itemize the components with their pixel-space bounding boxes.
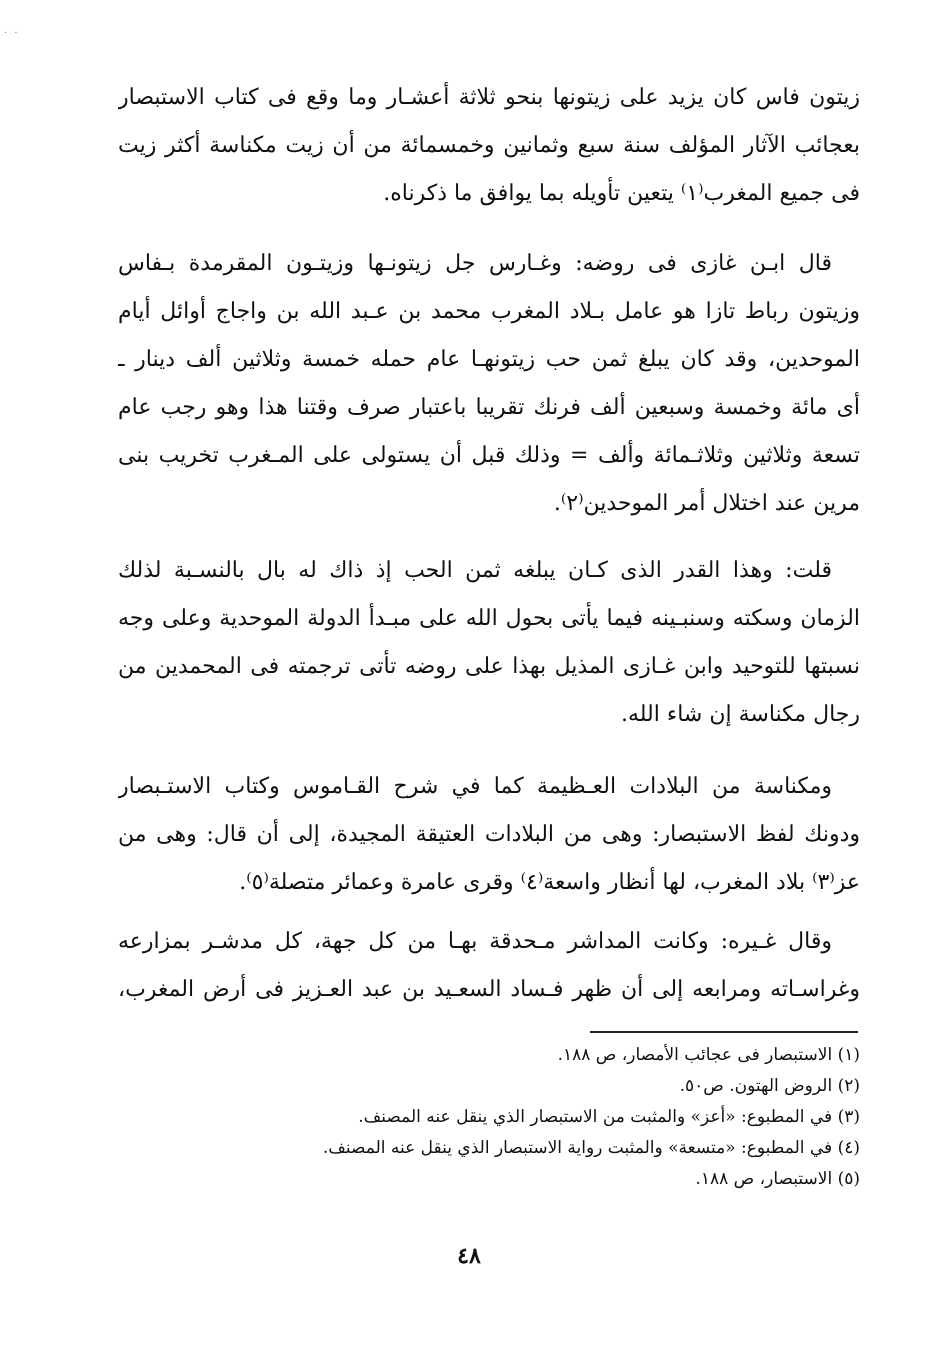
footnote-item: (١) الاستبصار فى عجائب الأمصار، ص ١٨٨.: [557, 1045, 860, 1065]
paragraph-line: رجال مكناسة إن شاء الله.: [620, 702, 860, 727]
paragraph-5: [118, 918, 860, 1014]
paragraph-3: [118, 547, 860, 739]
paragraph-line: تسعة وثلاثين وثلاثـمائة وألف = وذلك قبل أن يستولى على المـغرب تخريب بنى: [118, 443, 860, 468]
footnote-item: (٤) في المطبوع: «متسعة» والمثبت رواية الاستبصار الذي ينقل عنه المصنف.: [322, 1138, 860, 1158]
footnote-item: (٢) الروض الهتون. ص٥٠.: [679, 1076, 860, 1096]
paragraph-line: ودونك لفظ الاستبصار: وهى من البلادات العتيقة المجيدة، إلى أن قال: وهى من: [118, 822, 860, 847]
paragraph-line: الزمان وسكته وسنبـينه فيما يأتى بحول الله على مبـدأ الدولة الموحدية وعلى وجه: [118, 606, 860, 631]
footnote-item: (٥) الاستبصار، ص ١٨٨.: [695, 1169, 860, 1189]
paragraph-line: وزيتون رباط تازا هو عامل بـلاد المغرب محمد بن عـبد الله بن واجاج أوائل أيام: [118, 299, 860, 324]
paragraph-line: فى جميع المغرب⁽١⁾ يتعين تأويله بما يوافق ما ذكرناه.: [383, 181, 860, 206]
paragraph-line: ومكناسة من البلادات العـظيمة كما في شرح القـاموس وكتاب الاستـبصار: [118, 774, 832, 799]
paragraph-line: بعجائب الآثار المؤلف سنة سبع وثمانين وخمسمائة من أن زيت مكناسة أكثر زيت: [118, 133, 860, 158]
paragraph-line: مرين عند اختلال أمر الموحدين⁽٢⁾.: [553, 491, 860, 516]
paragraph-line: أى مائة وخمسة وسبعين ألف فرنك تقريبا باعتبار صرف وقتنا هذا وهو رجب عام: [118, 395, 860, 420]
paragraph-line: الموحدين، وقد كان يبلغ ثمن حب زيتونهـا عام حمله خمسة وثلاثين ألف دينار ـ: [118, 347, 860, 372]
paragraph-line: نسبتها للتوحيد وابن غـازى المذيل بهذا على روضه تأتى ترجمته فى المحمدين من: [118, 654, 860, 679]
scan-corner-mark: · ·: [4, 28, 20, 39]
page-number: ٤٨: [457, 1243, 481, 1269]
paragraph-line: قلت: وهذا القدر الذى كـان يبلغه ثمن الحب إذ ذاك له بال بالنسـبة لذلك: [118, 558, 832, 583]
paragraph-line: زيتون فاس كان يزيد على زيتونها بنحو ثلاثة أعشـار وما وقع فى كتاب الاستبصار: [118, 85, 860, 110]
footnote-separator: [590, 1031, 858, 1033]
paragraph-4: [118, 763, 860, 907]
paragraph-line: وقال غـيره: وكانت المداشر مـحدقة بهـا من كل جهة، كل مدشـر بمزارعه: [118, 929, 832, 954]
paragraph-line: قال ابـن غازى فى روضه: وغـارس جل زيتونـها وزيتـون المقرمدة بـفاس: [118, 251, 832, 276]
footnotes: [200, 1040, 860, 1195]
footnote-item: (٣) في المطبوع: «أعز» والمثبت من الاستبصار الذي ينقل عنه المصنف.: [358, 1107, 860, 1127]
paragraph-line: عز⁽٣⁾ بلاد المغرب، لها أنظار واسعة⁽٤⁾ وقرى عامرة وعمائر متصلة⁽٥⁾.: [239, 870, 860, 895]
paragraph-2: [118, 240, 860, 528]
paragraph-1: [118, 74, 860, 218]
paragraph-line: وغراسـاته ومرابعه إلى أن ظهر فـساد السعـيد بن عبد العـزيز فى أرض المغرب،: [118, 977, 860, 1002]
